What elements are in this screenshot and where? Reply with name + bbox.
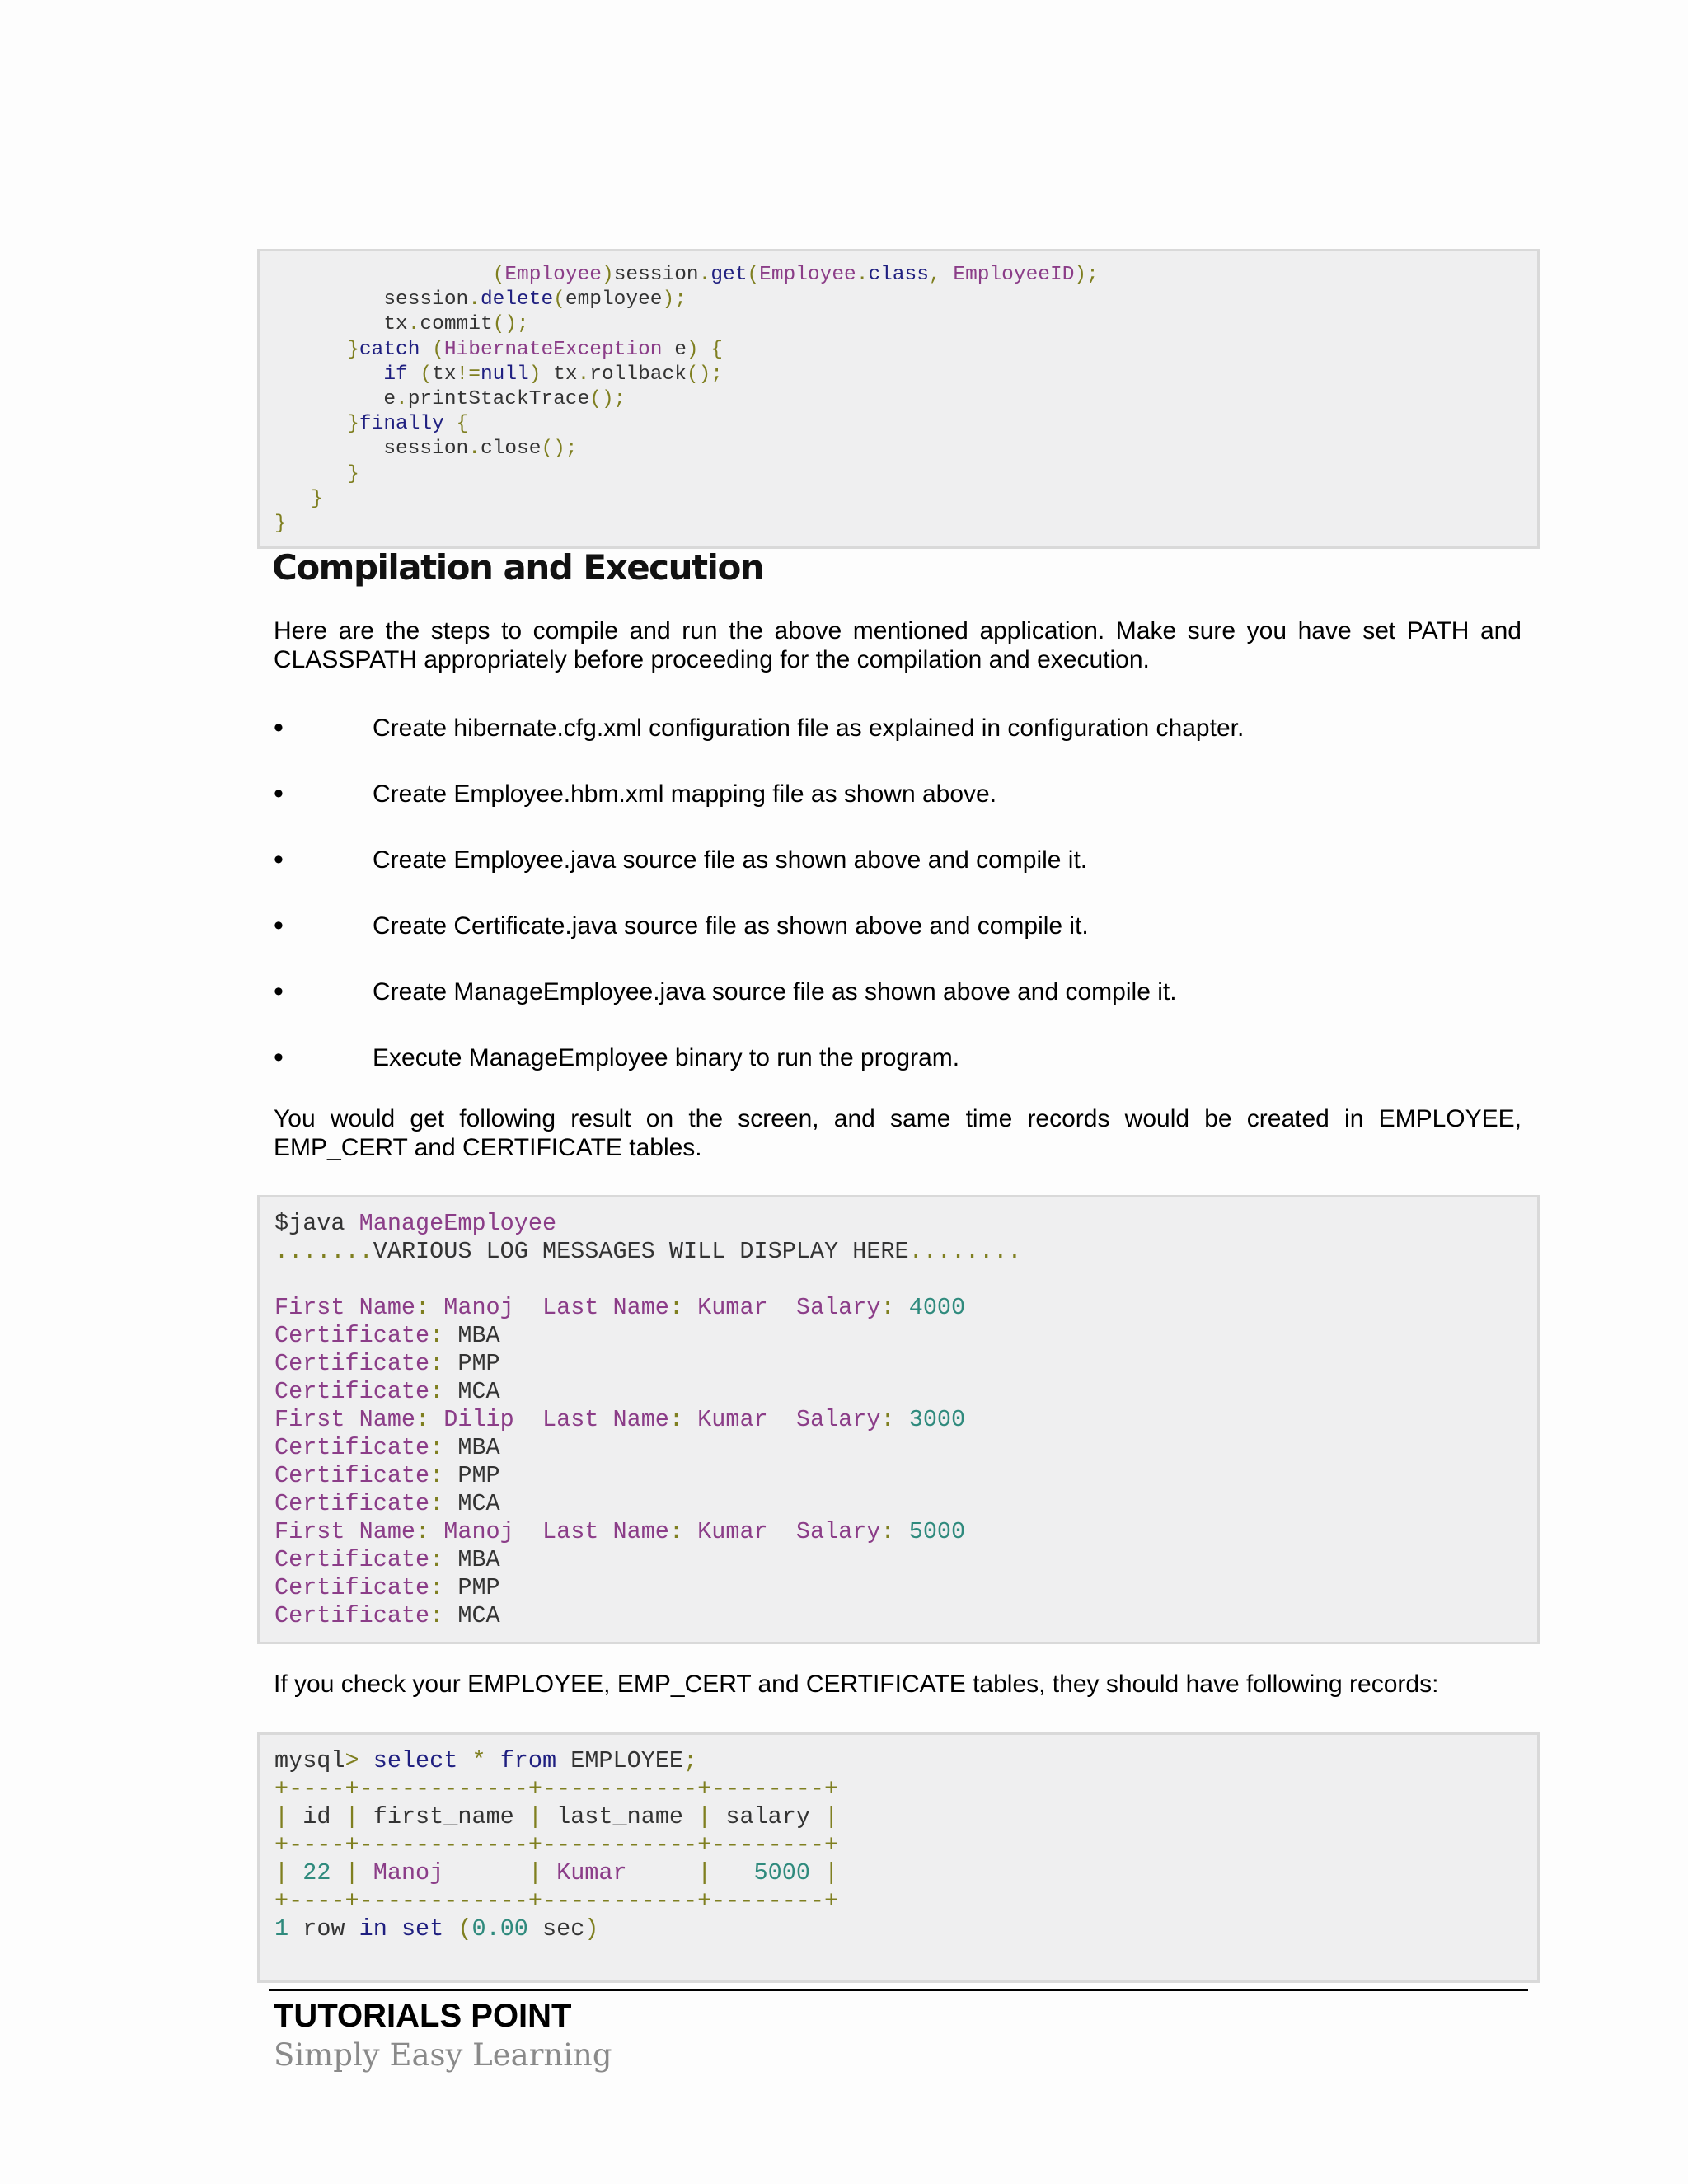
step-text: Create Employee.java source file as shown above and compile it. xyxy=(373,846,1088,874)
code-line: Certificate: MCA xyxy=(274,1378,500,1405)
code-line: Certificate: MBA xyxy=(274,1322,500,1349)
code-line: if (tx!=null) tx.rollback(); xyxy=(383,363,724,386)
code-line: First Name: Manoj Last Name: Kumar Salary: 4000 xyxy=(274,1294,966,1321)
code-line: mysql> select * from EMPLOYEE; xyxy=(274,1747,698,1774)
result-paragraph: You would get following result on the screen, and same time records would be created in EMPLOYEE, EMP_CERT and CERTIFICATE tables. xyxy=(274,1105,1522,1161)
bullet-icon: • xyxy=(274,910,284,941)
code-line: Certificate: PMP xyxy=(274,1462,500,1489)
code-line: session.delete(employee); xyxy=(274,288,687,312)
bullet-icon: • xyxy=(274,712,284,743)
code-block-java xyxy=(257,249,1540,549)
code-line: session.close(); xyxy=(274,438,578,461)
footer-tagline: Simply Easy Learning xyxy=(274,2037,612,2073)
check-paragraph: If you check your EMPLOYEE, EMP_CERT and CERTIFICATE tables, they should have following records: xyxy=(274,1671,1439,1698)
step-text: Create hibernate.cfg.xml configuration file as explained in configuration chapter. xyxy=(373,715,1245,742)
code-line: | 22 | Manoj | Kumar | 5000 | xyxy=(274,1859,839,1886)
code-line: Certificate: PMP xyxy=(274,1350,500,1377)
code-line: } xyxy=(274,487,323,510)
intro-paragraph: Here are the steps to compile and run the above mentioned application. Make sure you have set PATH and CLASSPATH appropriately before proceeding for the compilation and execution. xyxy=(274,617,1522,673)
code-line: Certificate: MBA xyxy=(274,1546,500,1573)
step-text: Create ManageEmployee.java source file as shown above and compile it. xyxy=(373,978,1177,1005)
code-line: +----+------------+-----------+--------+ xyxy=(274,1831,839,1858)
code-block-output xyxy=(257,1195,1540,1644)
bullet-icon: • xyxy=(274,1042,284,1073)
code-line: e.printStackTrace(); xyxy=(274,388,626,411)
code-line: tx.commit(); xyxy=(274,313,529,336)
code-line: $java ManageEmployee xyxy=(274,1210,557,1237)
step-text: Execute ManageEmployee binary to run the program. xyxy=(373,1044,960,1071)
code-line: Certificate: MCA xyxy=(274,1490,500,1517)
code-line: First Name: Dilip Last Name: Kumar Salary: 3000 xyxy=(274,1406,966,1433)
code-line: Certificate: PMP xyxy=(274,1574,500,1601)
code-line: (Employee)session.get(Employee.class, EmployeeID); xyxy=(492,264,1099,286)
code-line: }catch (HibernateException e) { xyxy=(274,338,724,361)
code-line: } xyxy=(274,513,287,536)
bullet-icon: • xyxy=(274,778,284,809)
code-block-sql xyxy=(257,1732,1540,1983)
code-line: Certificate: MBA xyxy=(274,1434,500,1461)
bullet-icon: • xyxy=(274,844,284,875)
code-line: 1 row in set (0.00 sec) xyxy=(274,1915,599,1943)
footer-brand: TUTORIALS POINT xyxy=(274,1998,572,2034)
code-line: | id | first_name | last_name | salary | xyxy=(274,1803,839,1830)
section-heading: Compilation and Execution xyxy=(272,547,764,588)
code-line: +----+------------+-----------+--------+ xyxy=(274,1887,839,1915)
code-line: +----+------------+-----------+--------+ xyxy=(274,1775,839,1802)
code-line: } xyxy=(274,462,359,485)
footer-divider xyxy=(269,1989,1528,1991)
code-line: .......VARIOUS LOG MESSAGES WILL DISPLAY HERE........ xyxy=(274,1238,1022,1265)
code-line: Certificate: MCA xyxy=(274,1602,500,1629)
bullet-icon: • xyxy=(274,976,284,1007)
code-line: }finally { xyxy=(274,413,469,436)
code-line: First Name: Manoj Last Name: Kumar Salary: 5000 xyxy=(274,1518,966,1545)
step-text: Create Certificate.java source file as shown above and compile it. xyxy=(373,912,1089,940)
step-text: Create Employee.hbm.xml mapping file as shown above. xyxy=(373,780,997,808)
